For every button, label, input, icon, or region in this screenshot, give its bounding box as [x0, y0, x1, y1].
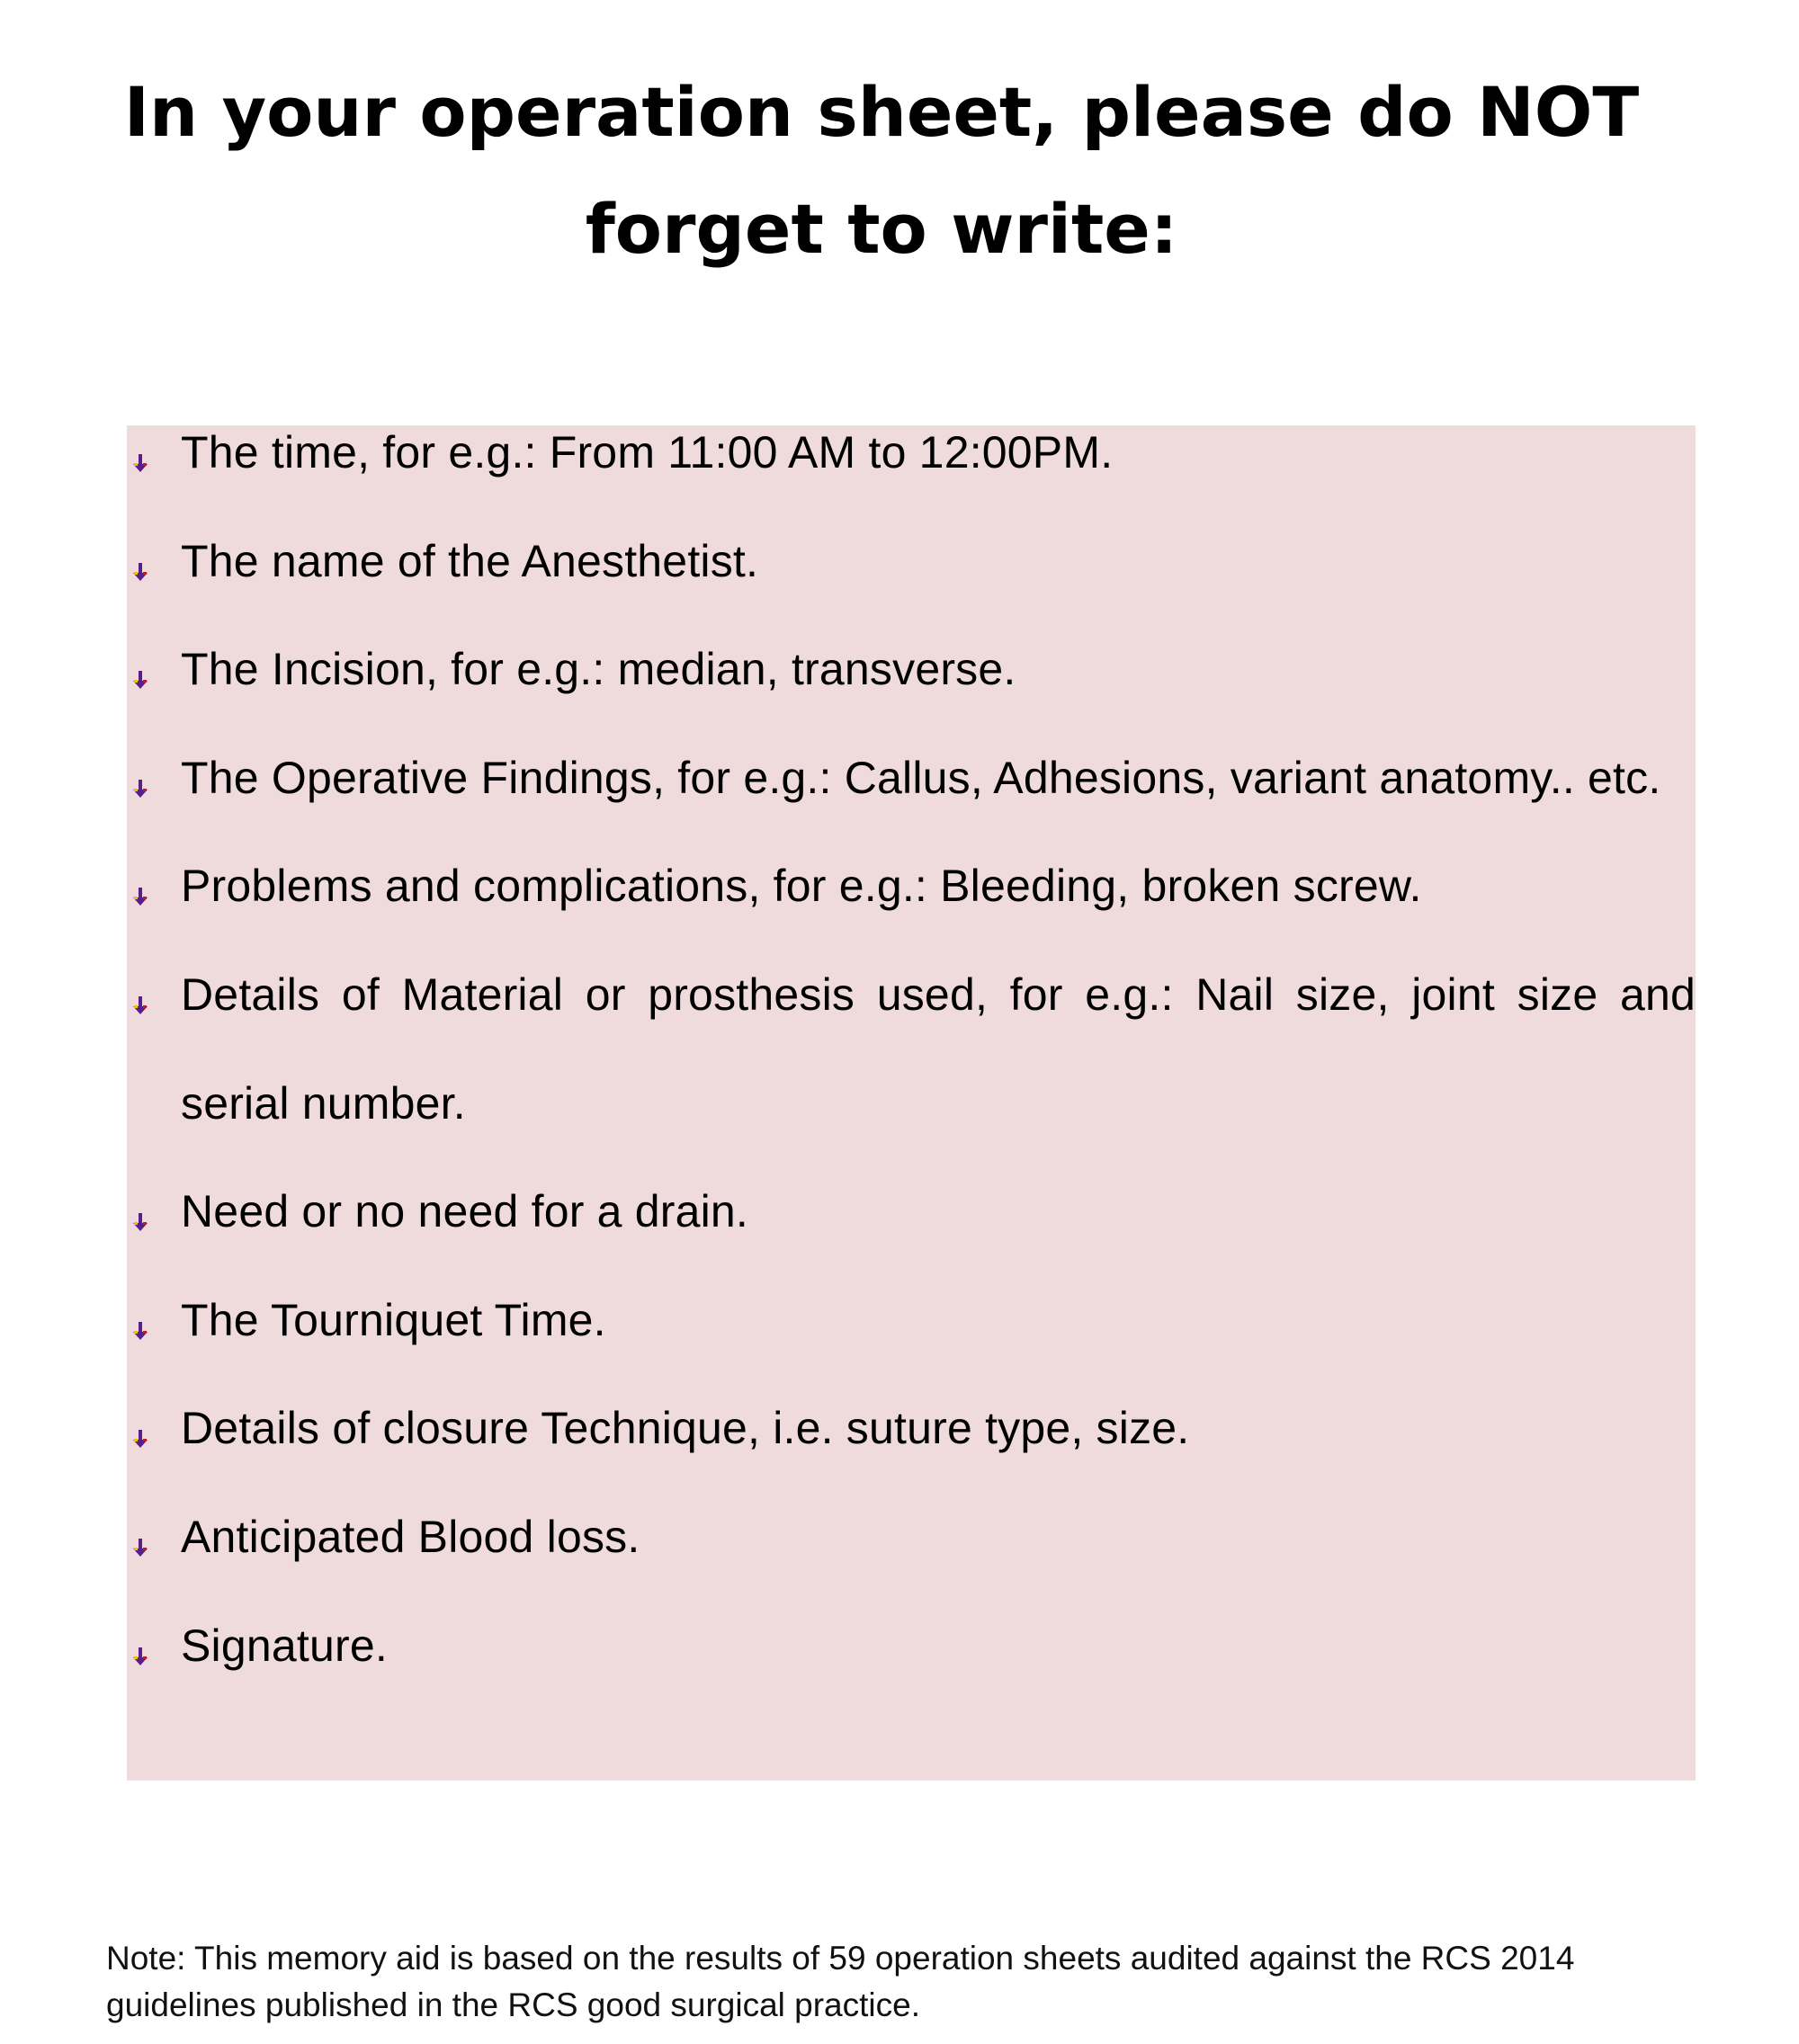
checklist-item: [127, 1374, 1696, 1483]
arrow-down-icon: [131, 563, 149, 583]
checklist-item: [127, 1157, 1696, 1266]
arrow-down-icon: [131, 888, 149, 907]
checklist-item: [127, 398, 1696, 507]
arrow-down-icon: [131, 1213, 149, 1233]
footnote: Note: This memory aid is based on the results of 59 operation sheets audited against the RCS 2014 guidelines published in the RCS good surgical practice.: [106, 1940, 1575, 2023]
arrow-down-icon: [131, 1430, 149, 1450]
checklist-item-text: The time, for e.g.: From 11:00 AM to 12:00PM.: [181, 427, 1114, 478]
page-title: In your operation sheet, please do NOT forget to write:: [123, 72, 1640, 269]
checklist-item-text: Problems and complications, for e.g.: Bleeding, broken screw.: [181, 861, 1422, 912]
checklist-item: [127, 724, 1696, 833]
checklist-item: [127, 1266, 1696, 1375]
arrow-down-icon: [131, 671, 149, 691]
checklist-item-text: The Incision, for e.g.: median, transverse.: [181, 644, 1016, 695]
checklist-item-text: Signature.: [181, 1620, 388, 1671]
checklist-item: [127, 1592, 1696, 1700]
checklist-item-text: The Operative Findings, for e.g.: Callus, Adhesions, variant anatomy.. etc.: [181, 752, 1661, 803]
checklist-item: [127, 507, 1696, 616]
checklist-item: [127, 1483, 1696, 1592]
checklist-item: [127, 615, 1696, 724]
checklist-item: [127, 941, 1696, 1157]
checklist-item-text: Details of closure Technique, i.e. suture type, size.: [181, 1403, 1190, 1454]
arrow-down-icon: [131, 996, 149, 1016]
checklist-item-text: The Tourniquet Time.: [181, 1294, 606, 1345]
checklist-item-text: The name of the Anesthetist.: [181, 535, 759, 586]
checklist-item: [127, 832, 1696, 941]
checklist: [127, 425, 1696, 1700]
arrow-down-icon: [131, 780, 149, 799]
checklist-panel: [127, 425, 1696, 1781]
arrow-down-icon: [131, 1539, 149, 1558]
arrow-down-icon: [131, 1647, 149, 1667]
checklist-item-text: Need or no need for a drain.: [181, 1186, 749, 1237]
checklist-item-text: Anticipated Blood loss.: [181, 1511, 640, 1562]
checklist-item-text: Details of Material or prosthesis used, for e.g.: Nail size, joint size and serial number.: [181, 968, 1696, 1129]
arrow-down-icon: [131, 1322, 149, 1342]
arrow-down-icon: [131, 454, 149, 474]
